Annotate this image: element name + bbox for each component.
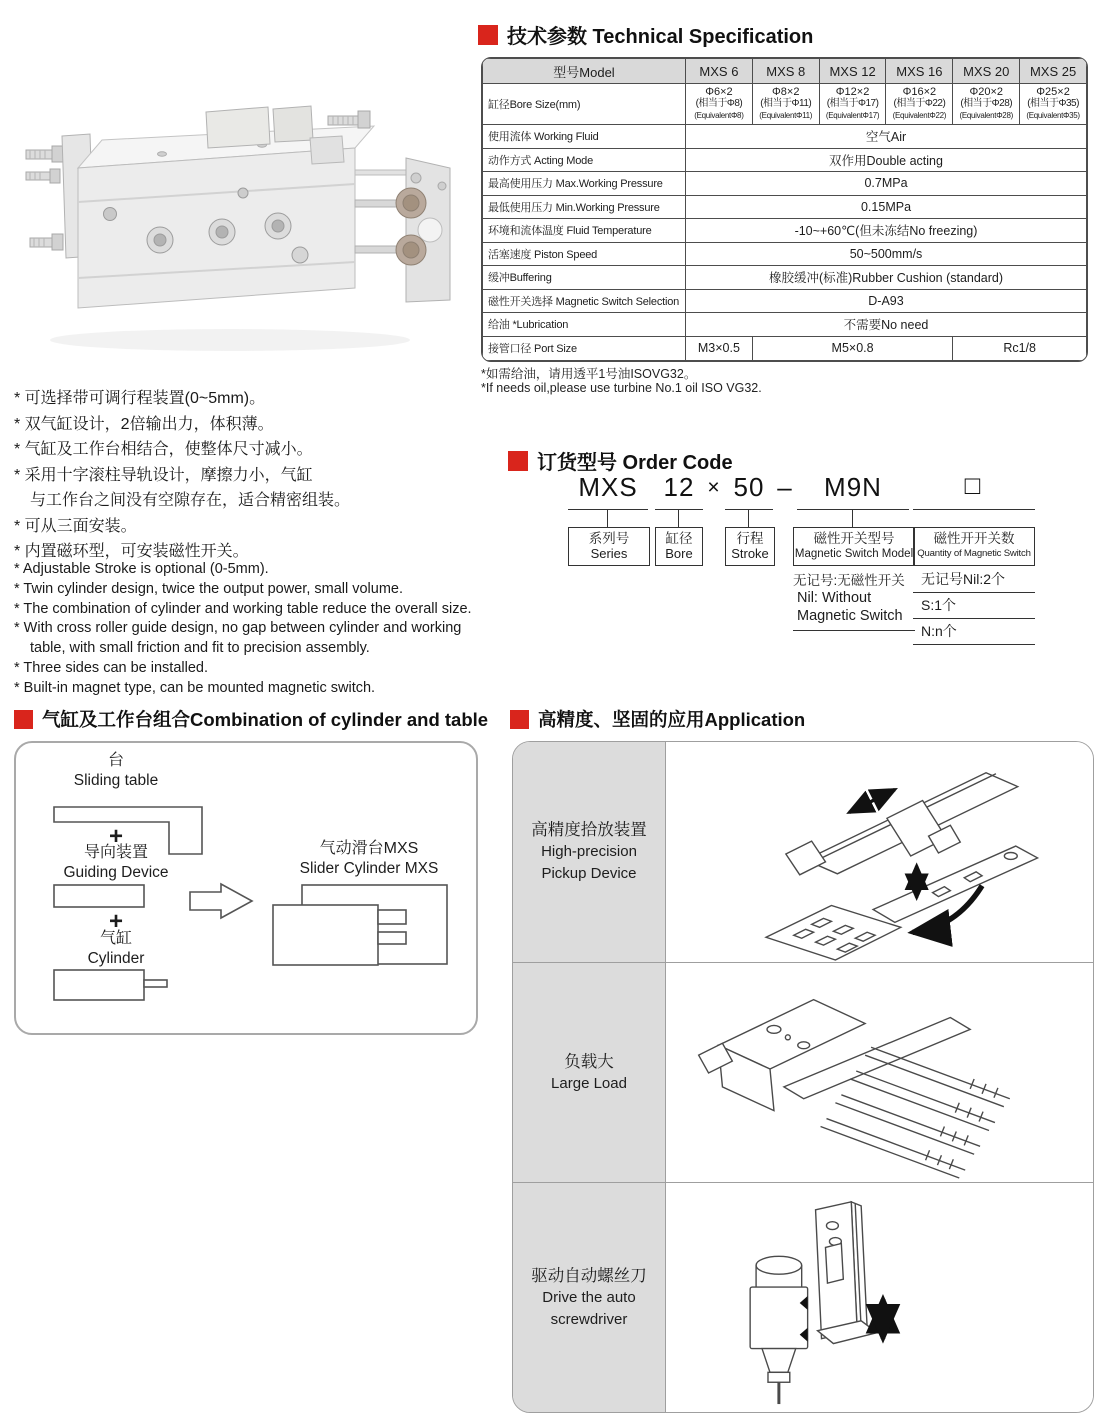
- spec-row-label: 环境和流体温度 Fluid Temperature: [483, 219, 686, 243]
- combination-diagram: [14, 741, 478, 1035]
- connector-line: [678, 510, 679, 527]
- spec-row-value: 橡胶缓冲(标准)Rubber Cushion (standard): [686, 266, 1087, 290]
- connector-line: [748, 510, 749, 527]
- application-label-screwdriver: 驱动自动螺丝刀 Drive the auto screwdriver: [513, 1183, 666, 1412]
- feature-item: * The combination of cylinder and working table reduce the overall size.: [14, 600, 472, 617]
- bore-cell: Φ8×2 (相当于Φ11) (EquivalentΦ11): [752, 84, 819, 125]
- footnote-cn: *如需给油，请用透平1号油ISOVG32。: [481, 367, 697, 381]
- spec-row-value: -10~+60℃(但未冻结No freezing): [686, 219, 1087, 243]
- underline: [797, 509, 909, 510]
- spec-row-label: 给油 *Lubrication: [483, 313, 686, 337]
- label-cylinder: 气缸 Cylinder: [87, 930, 145, 967]
- section-marker-icon: [510, 710, 529, 729]
- spec-row-value: 双作用Double acting: [686, 148, 1087, 172]
- spec-row-label: 缸径Bore Size(mm): [483, 84, 686, 125]
- order-code-diagram: [555, 472, 1055, 657]
- spec-row: [483, 289, 1087, 313]
- bore-cell: Φ16×2 (相当于Φ22) (EquivalentΦ22): [886, 84, 953, 125]
- application-label-large-load: 负载大 Large Load: [513, 963, 666, 1183]
- bore-cell: Φ6×2 (相当于Φ8) (EquivalentΦ8): [686, 84, 753, 125]
- underline: [913, 509, 1035, 510]
- spec-row-label: 接管口径 Port Size: [483, 336, 686, 360]
- times-sign: ×: [707, 476, 721, 499]
- application-section-title: 高精度、坚固的应用Application: [538, 709, 806, 730]
- order-part-stroke: 50: [733, 472, 765, 502]
- feature-list-en: [14, 560, 484, 699]
- spec-row-label: 最高使用压力 Max.Working Pressure: [483, 172, 686, 196]
- spec-row-value: 不需要No need: [686, 313, 1087, 337]
- spec-row: [483, 219, 1087, 243]
- spec-bore-row: [483, 84, 1087, 125]
- order-box-switch-qty: 磁性开开关数 Quantity of Magnetic Switch: [913, 527, 1035, 566]
- spec-row-value: 0.15MPa: [686, 195, 1087, 219]
- spec-row-label: 磁性开关选择 Magnetic Switch Selection: [483, 289, 686, 313]
- application-drawing-large-load: [666, 963, 1093, 1183]
- spec-col-header: MXS 25: [1020, 59, 1087, 84]
- port-size-value: M5×0.8: [752, 336, 952, 360]
- combination-section-title: 气缸及工作台组合Combination of cylinder and table: [42, 709, 489, 730]
- feature-item: * 双气缸设计，2倍输出力，体积薄。: [14, 415, 274, 433]
- bore-cell: Φ20×2 (相当于Φ28) (EquivalentΦ28): [953, 84, 1020, 125]
- label-guiding-device: 导向装置 Guiding Device: [63, 844, 169, 881]
- spec-col-header: MXS 6: [686, 59, 753, 84]
- dash-sign: –: [777, 472, 793, 502]
- feature-item: * Three sides can be installed.: [14, 659, 208, 676]
- port-size-value: M3×0.5: [686, 336, 753, 360]
- feature-item: * 采用十字滚柱导轨设计，摩擦力小，气缸: [14, 466, 313, 484]
- spec-row: [483, 266, 1087, 290]
- order-box-series: 系列号 Series: [568, 527, 650, 566]
- spec-row-label: 使用流体 Working Fluid: [483, 125, 686, 149]
- feature-item: * Built-in magnet type, can be mounted magnetic switch.: [14, 679, 376, 696]
- plus-sign: +: [108, 823, 123, 850]
- label-sliding-table: 台 Sliding table: [73, 752, 159, 789]
- application-label-pickup: 高精度拾放装置 High-precision Pickup Device: [513, 742, 666, 963]
- spec-table: [481, 57, 1088, 362]
- order-section-header: [508, 446, 733, 475]
- feature-item: * With cross roller guide design, no gap between cylinder and working: [14, 620, 462, 637]
- section-marker-icon: [508, 451, 528, 471]
- order-box-bore: 缸径 Bore: [655, 527, 703, 566]
- section-marker-icon: [478, 25, 498, 45]
- plus-sign: +: [108, 908, 123, 935]
- spec-row-value: 50~500mm/s: [686, 242, 1087, 266]
- spec-row-label: 最低使用压力 Min.Working Pressure: [483, 195, 686, 219]
- product-photo-cylinder: [10, 50, 465, 365]
- bore-cell: Φ12×2 (相当于Φ17) (EquivalentΦ17): [819, 84, 886, 125]
- order-part-bore: 12: [663, 472, 695, 502]
- spec-row-value: D-A93: [686, 289, 1087, 313]
- order-box-switch-model: 磁性开关型号 Magnetic Switch Model: [793, 527, 915, 566]
- feature-list-cn: [14, 386, 476, 565]
- application-section-header: [510, 706, 805, 732]
- spec-col-header: MXS 8: [752, 59, 819, 84]
- bore-cell: Φ25×2 (相当于Φ35) (EquivalentΦ35): [1020, 84, 1087, 125]
- order-part-series: MXS: [578, 472, 638, 502]
- qty-option: 无记号Nil:2个: [913, 567, 1035, 593]
- slide-direction-arrow-icon: [849, 789, 895, 812]
- spec-section-header: [478, 20, 813, 49]
- qty-option: N:n个: [913, 619, 1035, 645]
- spec-col-header: MXS 16: [886, 59, 953, 84]
- order-blank-box-icon: □: [964, 470, 982, 500]
- order-section-title: 订货型号 Order Code: [537, 452, 733, 474]
- application-drawing-screwdriver: [666, 1183, 1093, 1412]
- application-drawing-pickup: [666, 742, 1093, 963]
- spec-header-row: [483, 59, 1087, 84]
- feature-item: * 可选择带可调行程装置(0~5mm)。: [14, 390, 266, 407]
- section-marker-icon: [14, 710, 33, 729]
- label-slider-cylinder-result: 气动滑台MXS Slider Cylinder MXS: [299, 840, 439, 877]
- underline: [568, 509, 648, 510]
- spec-row: [483, 125, 1087, 149]
- spec-row: [483, 172, 1087, 196]
- connector-line: [607, 510, 608, 527]
- connector-line: [852, 510, 853, 527]
- underline: [725, 509, 773, 510]
- spec-row-label: 活塞速度 Piston Speed: [483, 242, 686, 266]
- spec-port-row: [483, 336, 1087, 360]
- order-box-stroke: 行程 Stroke: [725, 527, 775, 566]
- spec-row-label: 动作方式 Acting Mode: [483, 148, 686, 172]
- spec-row: [483, 242, 1087, 266]
- switch-model-note: 无记号:无磁性开关 Nil: Without Magnetic Switch: [793, 569, 915, 631]
- feature-item: * Twin cylinder design, twice the output power, small volume.: [14, 580, 404, 597]
- qty-option: S:1个: [913, 593, 1035, 619]
- spec-row: [483, 148, 1087, 172]
- spec-col-header: MXS 20: [953, 59, 1020, 84]
- spec-model-header: 型号Model: [483, 59, 686, 84]
- feature-item: * Adjustable Stroke is optional (0-5mm).: [14, 561, 269, 577]
- spec-section-title: 技术参数 Technical Specification: [507, 26, 814, 48]
- spec-row: [483, 313, 1087, 337]
- feature-item-cont: table, with small friction and fit to precision assembly.: [30, 640, 370, 657]
- combination-section-header: [14, 706, 488, 732]
- port-size-value: Rc1/8: [953, 336, 1087, 360]
- switch-qty-options: [913, 567, 1035, 645]
- feature-item-cont: 与工作台之间没有空隙存在，适合精密组装。: [30, 492, 351, 509]
- spec-row-value: 空气Air: [686, 125, 1087, 149]
- application-table: [512, 741, 1094, 1413]
- transform-arrow-icon: [190, 884, 252, 918]
- order-part-switch: M9N: [824, 472, 882, 502]
- spec-row-value: 0.7MPa: [686, 172, 1087, 196]
- spec-row: [483, 195, 1087, 219]
- feature-item: * 气缸及工作台相结合，使整体尺寸减小。: [14, 441, 313, 458]
- spec-row-label: 缓冲Buffering: [483, 266, 686, 290]
- feature-item: * 可从三面安装。: [14, 517, 137, 535]
- underline: [655, 509, 703, 510]
- spec-col-header: MXS 12: [819, 59, 886, 84]
- footnote-en: *If needs oil,please use turbine No.1 oil ISO VG32.: [481, 381, 762, 395]
- feature-item: * 内置磁环型，可安装磁性开关。: [14, 543, 249, 560]
